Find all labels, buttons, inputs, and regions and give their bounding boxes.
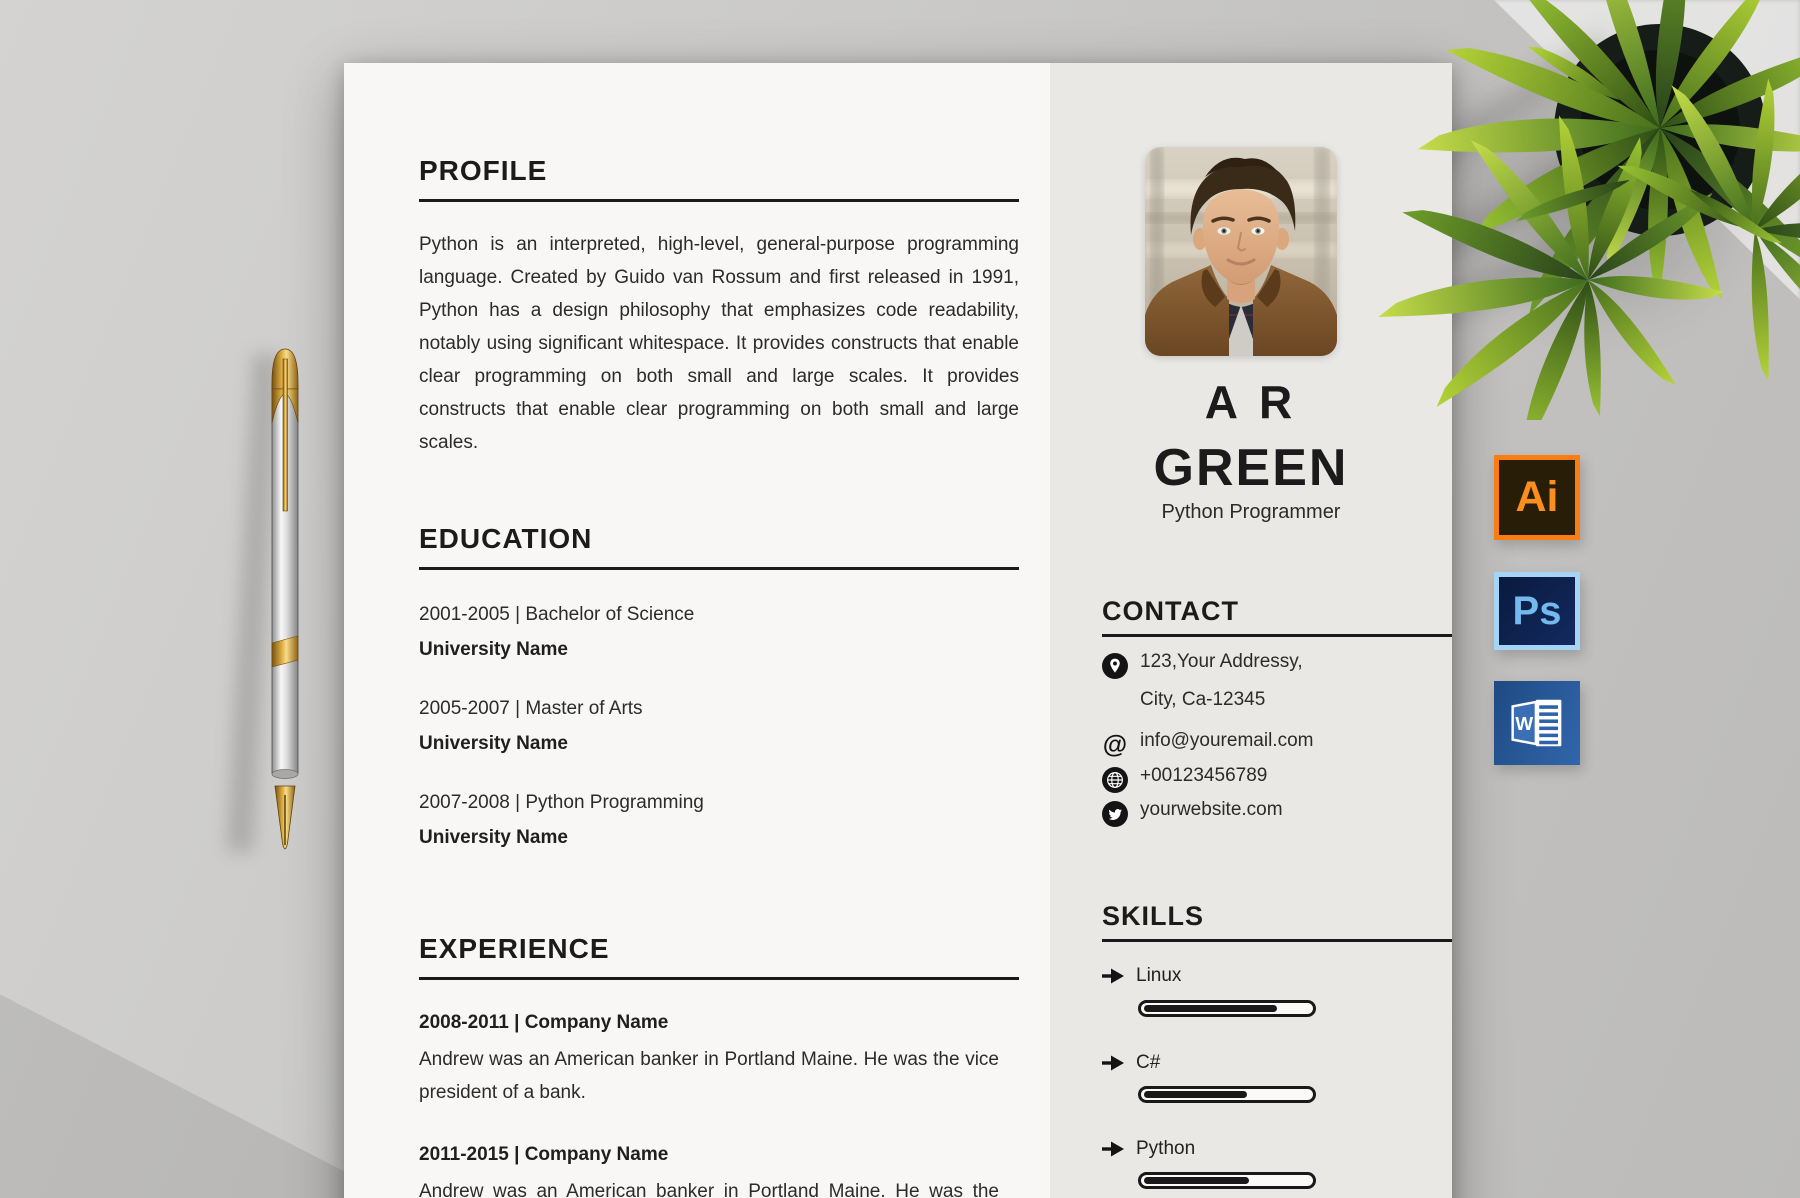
experience-entry [419,1143,1019,1198]
education-heading: EDUCATION [419,523,593,554]
education-entry [419,697,1019,756]
skill-name: Python [1136,1138,1196,1159]
skill-name: C# [1136,1052,1161,1073]
experience-heading: EXPERIENCE [419,933,610,964]
word-logo [1506,692,1568,754]
twitter-bird-icon [1102,801,1128,827]
contact-heading: CONTACT [1102,596,1239,626]
section-underline [1102,939,1452,942]
profile-heading: PROFILE [419,155,548,186]
profile-photo [1145,147,1337,356]
section-underline [419,567,1019,570]
section-underline [419,977,1019,980]
arrow-icon [1100,1140,1126,1158]
address-line-2: City, Ca-12345 [1140,689,1266,710]
contact-website: yourwebsite.com [1140,799,1283,820]
skill-level-bar [1138,1086,1316,1103]
contact-row-website [1102,798,1283,827]
resume-page [344,63,1452,1198]
skill-name: Linux [1136,965,1182,986]
skill-level-bar [1138,1172,1316,1189]
word-logo-letter: W [1515,713,1534,735]
name-first-initials: A R [1204,376,1298,428]
globe-icon [1102,767,1128,793]
adobe-photoshop-icon [1494,572,1580,650]
skill-level-fill [1144,1091,1248,1098]
education-entry [419,791,1019,850]
section-underline [419,199,1019,202]
contact-row-email [1102,729,1313,758]
profile-paragraph: Python is an interpreted, high-level, general-purpose programming language. Created by Guido van Rossum and first released in 1991, Python has a design philosophy that emphasizes code readability, notably using significant whitespace. It provides constructs that enable clear programming on both small and large scales. It provides constructs that enable clear programming on both small and large scales. [419,234,1019,453]
job-title: Python Programmer [1161,501,1341,523]
portrait-illustration [1145,147,1337,356]
skill-level-fill [1144,1177,1249,1184]
section-underline [1102,634,1452,637]
photoshop-logo-label: Ps [1512,588,1562,633]
profile-section [419,155,1019,459]
location-pin-icon [1102,653,1128,679]
arrow-icon [1100,1054,1126,1072]
name-last: GREEN [1153,439,1349,497]
address-line-1: 123,Your Addressy, [1140,651,1303,672]
skill-level-bar [1138,1000,1316,1017]
education-school: University Name [419,639,568,660]
experience-entry [419,1011,1019,1109]
education-school: University Name [419,733,568,754]
microsoft-word-icon [1494,681,1580,765]
education-school: University Name [419,827,568,848]
experience-period-company: 2008-2011 | Company Name [419,1012,669,1033]
experience-description: Andrew was an American banker in Portland Maine. He was the vice president of a bank. [419,1049,999,1103]
contact-email: info@youremail.com [1140,730,1314,751]
arrow-icon [1100,967,1126,985]
contact-row-phone [1102,764,1267,793]
contact-row-address [1102,650,1303,719]
experience-description: Andrew was an American banker in Portland Maine. He was the [419,1181,999,1198]
education-period-degree: 2007-2008 | Python Programming [419,792,704,813]
skills-heading: SKILLS [1102,901,1205,931]
at-sign-icon: @ [1102,731,1128,759]
education-period-degree: 2001-2005 | Bachelor of Science [419,604,695,625]
education-entry [419,603,1019,662]
illustrator-logo-label: Ai [1515,473,1559,521]
education-section [419,523,1019,885]
potted-grass-plant [1330,0,1800,420]
education-period-degree: 2005-2007 | Master of Arts [419,698,643,719]
skill-level-fill [1144,1005,1278,1012]
contact-phone: +00123456789 [1140,765,1268,786]
experience-period-company: 2011-2015 | Company Name [419,1144,669,1165]
contact-address [1140,643,1303,719]
adobe-illustrator-icon [1494,455,1580,540]
experience-section [419,933,1019,1198]
fountain-pen [262,345,308,860]
